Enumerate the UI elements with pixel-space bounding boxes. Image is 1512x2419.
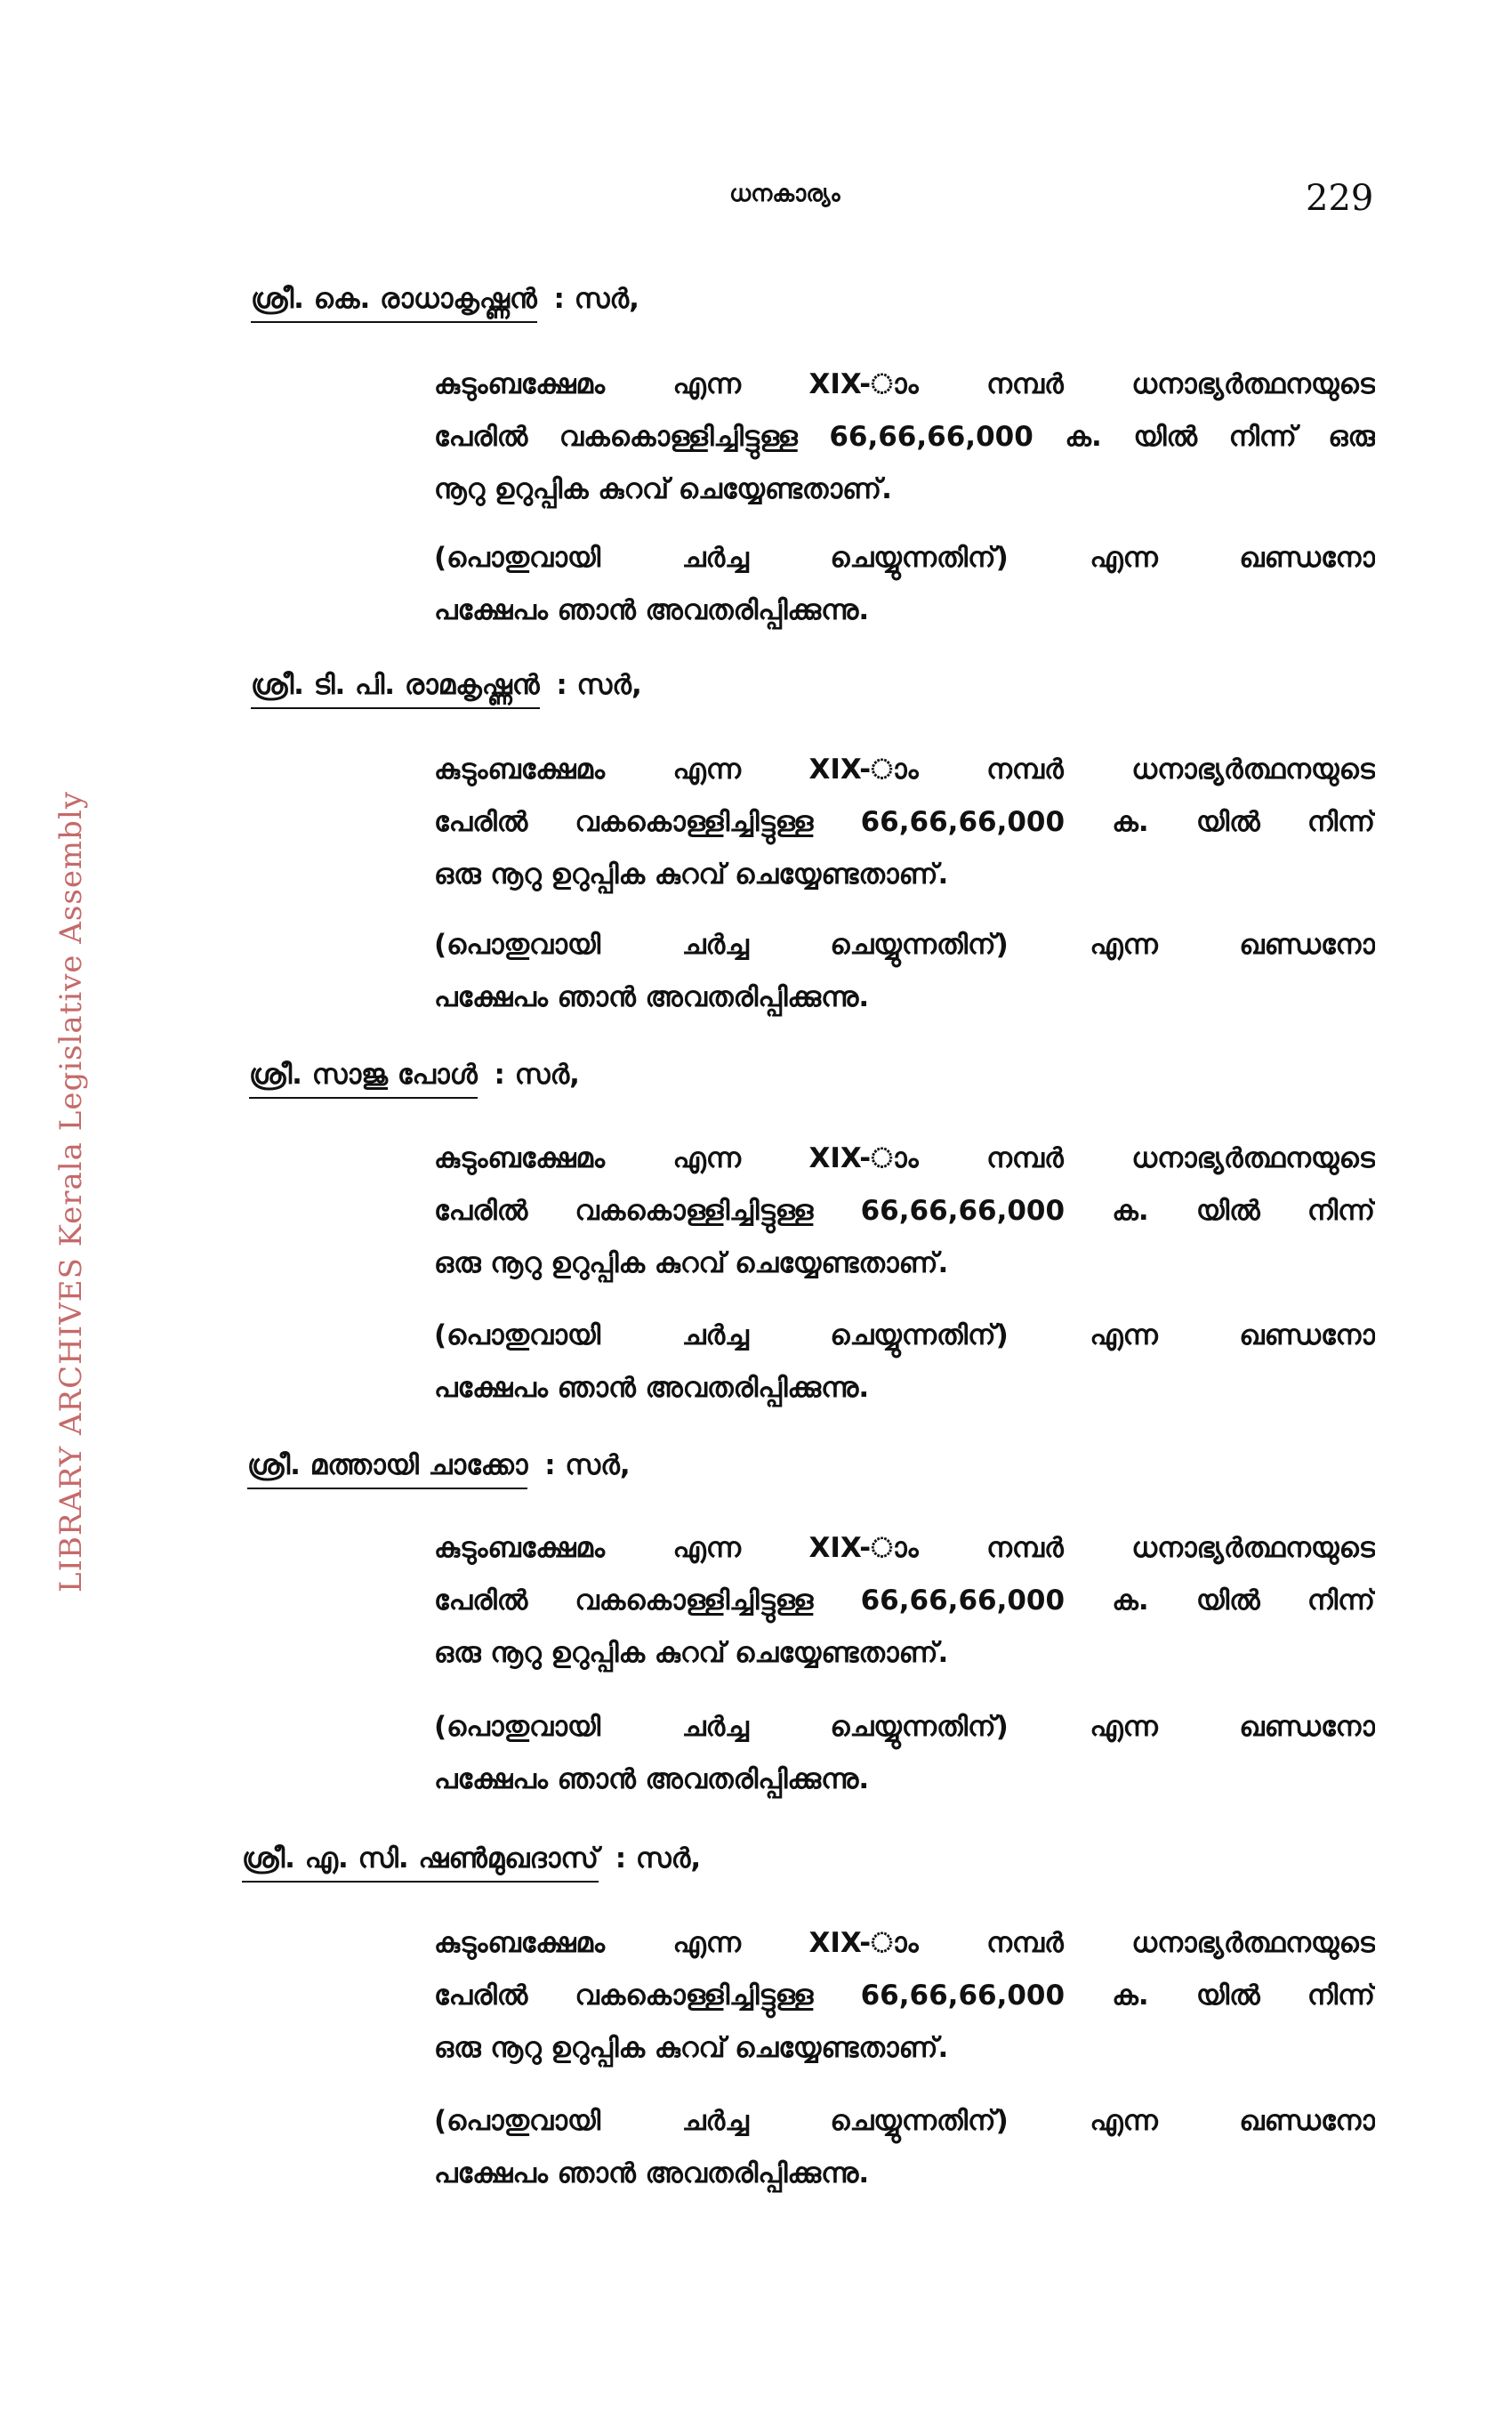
purpose-line: (പൊതുവായി ചർച്ച ചെയ്യുന്നതിന്) എന്ന ഖണ്ഡനോ <box>434 929 1375 961</box>
motion-line: നൂറു ഉറുപ്പിക കുറവ് ചെയ്യേണ്ടതാണ്. <box>434 473 892 505</box>
motion-line: പേരിൽ വകകൊള്ളിച്ചിട്ടുള്ള 66,66,66,000 ക. യിൽ നിന്ന് <box>434 806 1375 838</box>
purpose-line: (പൊതുവായി ചർച്ച ചെയ്യുന്നതിന്) എന്ന ഖണ്ഡനോ <box>434 2105 1375 2137</box>
motion-line: കുടുംബക്ഷേമം എന്ന XIX-ാം നമ്പർ ധനാഭ്യർത്ഥനയുടെ <box>434 1927 1375 1959</box>
motion-line: കുടുംബക്ഷേമം എന്ന XIX-ാം നമ്പർ ധനാഭ്യർത്ഥനയുടെ <box>434 1532 1375 1564</box>
speaker-name: ശ്രീ. ടി. പി. രാമകൃഷ്ണൻ <box>251 669 540 709</box>
motion-paragraph <box>434 1522 1375 1680</box>
motion-paragraph <box>434 359 1375 516</box>
speaker-heading <box>251 669 642 709</box>
purpose-line: (പൊതുവായി ചർച്ച ചെയ്യുന്നതിന്) എന്ന ഖണ്ഡനോ <box>434 1319 1375 1351</box>
speaker-name: ശ്രീ. കെ. രാധാകൃഷ്ണൻ <box>251 283 537 323</box>
page-number: 229 <box>1306 178 1374 219</box>
speaker-address: : സർ, <box>615 1842 702 1875</box>
purpose-line: പക്ഷേപം ഞാൻ അവതരിപ്പിക്കുന്നു. <box>434 1372 870 1404</box>
motion-paragraph <box>434 1133 1375 1290</box>
purpose-line: (പൊതുവായി ചർച്ച ചെയ്യുന്നതിന്) എന്ന ഖണ്ഡനോ <box>434 542 1375 574</box>
speaker-name: ശ്രീ. എ. സി. ഷൺമുഖദാസ് <box>242 1842 599 1883</box>
purpose-line: പക്ഷേപം ഞാൻ അവതരിപ്പിക്കുന്നു. <box>434 1763 870 1795</box>
speaker-name: ശ്രീ. മത്തായി ചാക്കോ <box>247 1449 527 1489</box>
speaker-address: : സർ, <box>553 283 639 315</box>
running-head: ധനകാര്യം <box>729 181 840 207</box>
speaker-heading <box>249 1059 580 1099</box>
motion-line: കുടുംബക്ഷേമം എന്ന XIX-ാം നമ്പർ ധനാഭ്യർത്ഥനയുടെ <box>434 368 1375 400</box>
purpose-paragraph <box>434 919 1375 1024</box>
purpose-line: (പൊതുവായി ചർച്ച ചെയ്യുന്നതിന്) എന്ന ഖണ്ഡനോ <box>434 1711 1375 1743</box>
purpose-line: പക്ഷേപം ഞാൻ അവതരിപ്പിക്കുന്നു. <box>434 594 870 626</box>
purpose-paragraph <box>434 532 1375 637</box>
motion-line: കുടുംബക്ഷേമം എന്ന XIX-ാം നമ്പർ ധനാഭ്യർത്ഥനയുടെ <box>434 754 1375 786</box>
purpose-line: പക്ഷേപം ഞാൻ അവതരിപ്പിക്കുന്നു. <box>434 2157 870 2189</box>
speaker-heading <box>242 1842 701 1883</box>
purpose-line: പക്ഷേപം ഞാൻ അവതരിപ്പിക്കുന്നു. <box>434 981 870 1013</box>
speaker-heading <box>251 283 639 323</box>
archive-watermark: LIBRARY ARCHIVES Kerala Legislative Assembly <box>53 790 89 1593</box>
speaker-heading <box>247 1449 631 1489</box>
motion-line: പേരിൽ വകകൊള്ളിച്ചിട്ടുള്ള 66,66,66,000 ക. യിൽ നിന്ന് <box>434 1980 1375 2012</box>
motion-line: ഒരു നൂറു ഉറുപ്പിക കുറവ് ചെയ്യേണ്ടതാണ്. <box>434 859 949 891</box>
motion-line: കുടുംബക്ഷേമം എന്ന XIX-ാം നമ്പർ ധനാഭ്യർത്ഥനയുടെ <box>434 1142 1375 1174</box>
speaker-address: : സർ, <box>544 1449 631 1481</box>
motion-line: ഒരു നൂറു ഉറുപ്പിക കുറവ് ചെയ്യേണ്ടതാണ്. <box>434 2032 949 2064</box>
purpose-paragraph <box>434 1701 1375 1806</box>
motion-paragraph <box>434 1917 1375 2075</box>
motion-line: പേരിൽ വകകൊള്ളിച്ചിട്ടുള്ള 66,66,66,000 ക. യിൽ നിന്ന് <box>434 1195 1375 1227</box>
speaker-address: : സർ, <box>556 669 642 701</box>
speaker-address: : സർ, <box>494 1059 580 1091</box>
purpose-paragraph <box>434 2095 1375 2200</box>
motion-line: പേരിൽ വകകൊള്ളിച്ചിട്ടുള്ള 66,66,66,000 ക. യിൽ നിന്ന് ഒരു <box>434 421 1375 453</box>
motion-line: ഒരു നൂറു ഉറുപ്പിക കുറവ് ചെയ്യേണ്ടതാണ്. <box>434 1637 949 1669</box>
purpose-paragraph <box>434 1310 1375 1415</box>
speaker-name: ശ്രീ. സാജു പോൾ <box>249 1059 478 1099</box>
motion-paragraph <box>434 744 1375 901</box>
motion-line: പേരിൽ വകകൊള്ളിച്ചിട്ടുള്ള 66,66,66,000 ക. യിൽ നിന്ന് <box>434 1584 1375 1617</box>
motion-line: ഒരു നൂറു ഉറുപ്പിക കുറവ് ചെയ്യേണ്ടതാണ്. <box>434 1247 949 1279</box>
